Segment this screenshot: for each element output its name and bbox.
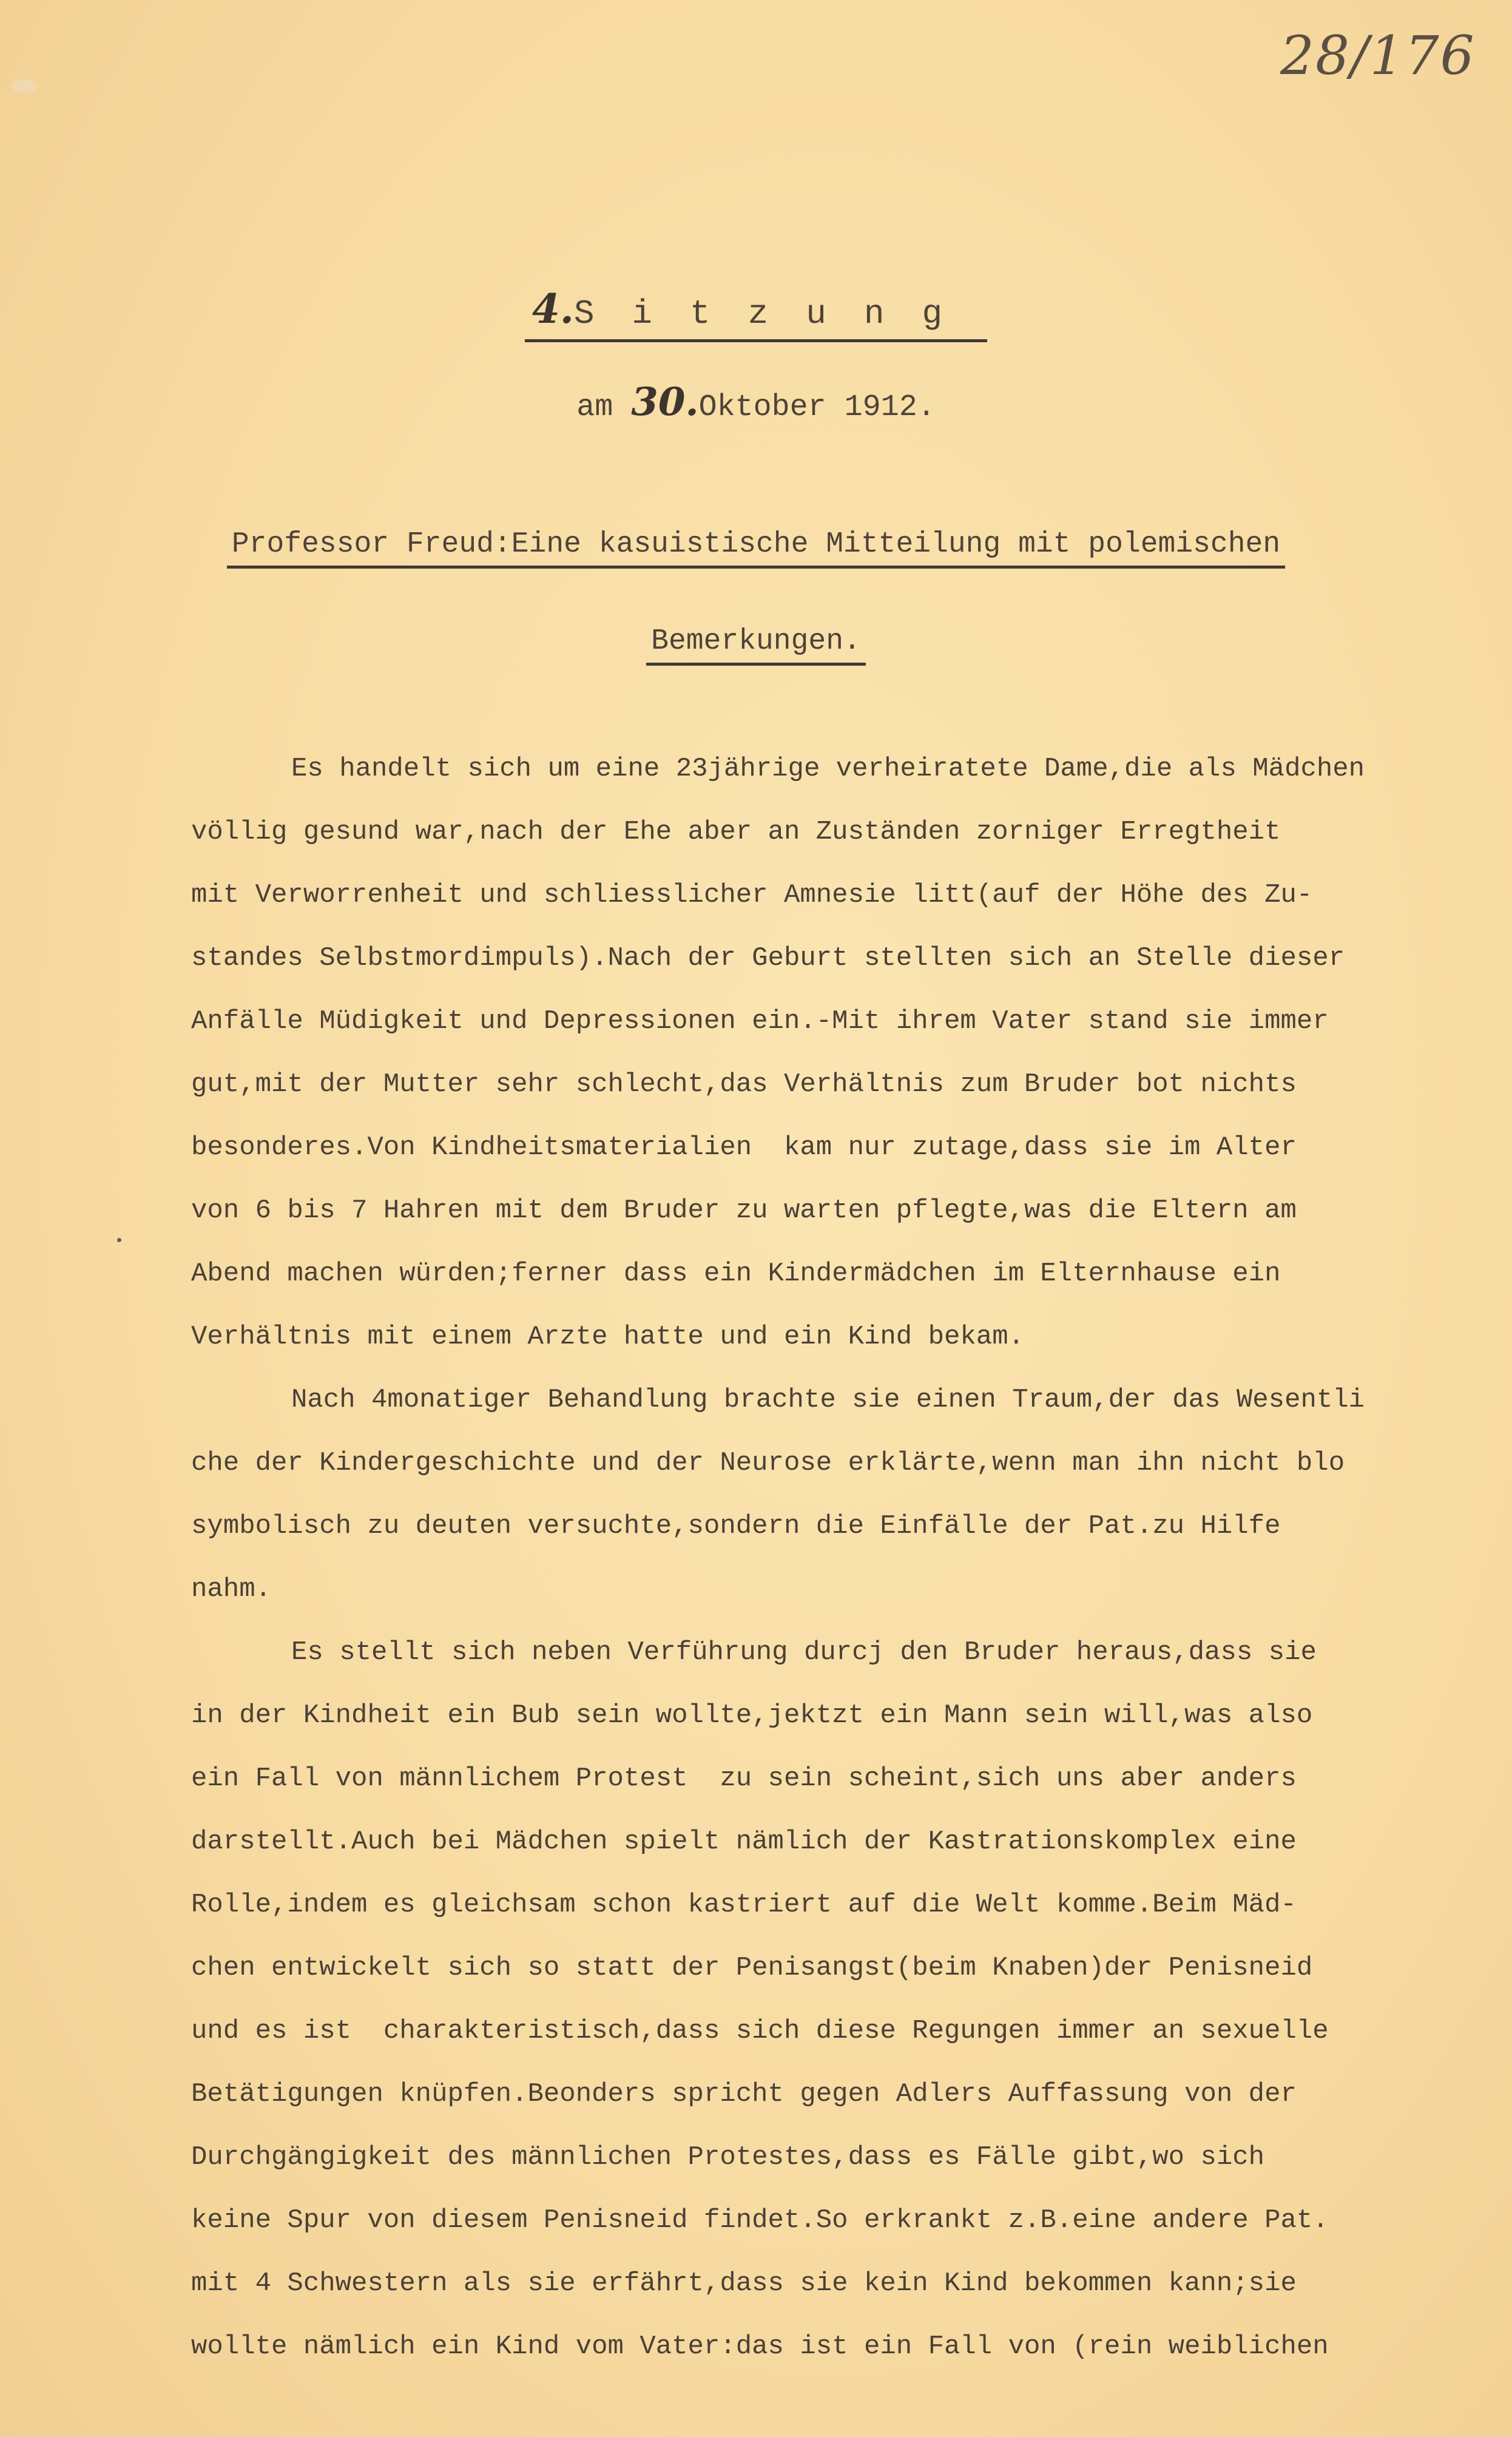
body-line: chen entwickelt sich so statt der Penisangst(beim Knaben)der Penisneid [191, 1953, 1313, 1983]
body-line: mit 4 Schwestern als sie erfährt,dass sie kein Kind bekommen kann;sie [191, 2268, 1297, 2299]
body-line: Es handelt sich um eine 23jährige verheiratete Dame,die als Mädchen [291, 754, 1365, 784]
date-day: 30. [631, 379, 699, 425]
body-line: standes Selbstmordimpuls).Nach der Geburt stellten sich an Stelle dieser [191, 943, 1345, 973]
lecture-title-line2 [0, 625, 1512, 666]
body-line: Abend machen würden;ferner dass ein Kindermädchen im Elternhause ein [191, 1259, 1281, 1289]
lecture-title-line1 [0, 528, 1512, 569]
body-line: Betätigungen knüpfen.Beonders spricht gegen Adlers Auffassung von der [191, 2079, 1297, 2109]
lecture-title-text1: Professor Freud:Eine kasuistische Mitteilung mit polemischen [227, 528, 1285, 569]
body-line: che der Kindergeschichte und der Neurose erklärte,wenn man ihn nicht blo [191, 1448, 1345, 1478]
body-line: symbolisch zu deuten versuchte,sondern die Einfälle der Pat.zu Hilfe [191, 1511, 1281, 1541]
body-line: Rolle,indem es gleichsam schon kastriert auf die Welt komme.Beim Mäd- [191, 1890, 1297, 1920]
paper-hole [12, 79, 36, 93]
body-line: von 6 bis 7 Hahren mit dem Bruder zu warten pflegte,was die Eltern am [191, 1195, 1297, 1226]
body-line: Nach 4monatiger Behandlung brachte sie einen Traum,der das Wesentli [291, 1385, 1365, 1415]
body-line: wollte nämlich ein Kind vom Vater:das ist ein Fall von (rein weiblichen [191, 2331, 1329, 2362]
date-rest: Oktober 1912. [698, 390, 936, 425]
body-line: Durchgängigkeit des männlichen Protestes,dass es Fälle gibt,wo sich [191, 2142, 1265, 2172]
body-line: in der Kindheit ein Bub sein wollte,jektzt ein Mann sein will,was also [191, 1700, 1313, 1731]
session-word: Sitzung [573, 294, 980, 333]
archive-number: 28/176 [1280, 24, 1476, 87]
body-line: Anfälle Müdigkeit und Depressionen ein.-Mit ihrem Vater stand sie immer [191, 1006, 1329, 1036]
session-number: 4. [532, 285, 574, 333]
ink-dot [117, 1238, 121, 1242]
date-prefix: am [576, 390, 632, 425]
body-line: ein Fall von männlichem Protest zu sein scheint,sich uns aber anders [191, 1763, 1297, 1794]
body-text [191, 737, 1512, 2378]
body-line: und es ist charakteristisch,dass sich diese Regungen immer an sexuelle [191, 2016, 1329, 2046]
body-line: gut,mit der Mutter sehr schlecht,das Verhältnis zum Bruder bot nichts [191, 1069, 1297, 1100]
body-line: besonderes.Von Kindheitsmaterialien kam nur zutage,dass sie im Alter [191, 1132, 1297, 1163]
body-line: völlig gesund war,nach der Ehe aber an Zuständen zorniger Erregtheit [191, 817, 1281, 847]
body-line: Verhältnis mit einem Arzte hatte und ein Kind bekam. [191, 1322, 1025, 1352]
body-line: mit Verworrenheit und schliesslicher Amnesie litt(auf der Höhe des Zu- [191, 880, 1313, 910]
body-line: Es stellt sich neben Verführung durcj den Bruder heraus,dass sie [291, 1637, 1317, 1668]
body-line: darstellt.Auch bei Mädchen spielt nämlich der Kastrationskomplex eine [191, 1827, 1297, 1857]
body-line: nahm. [191, 1574, 272, 1604]
lecture-title-text2: Bemerkungen. [646, 625, 866, 666]
session-date [0, 379, 1512, 425]
session-title [0, 285, 1512, 342]
body-line: keine Spur von diesem Penisneid findet.So erkrankt z.B.eine andere Pat. [191, 2205, 1329, 2236]
